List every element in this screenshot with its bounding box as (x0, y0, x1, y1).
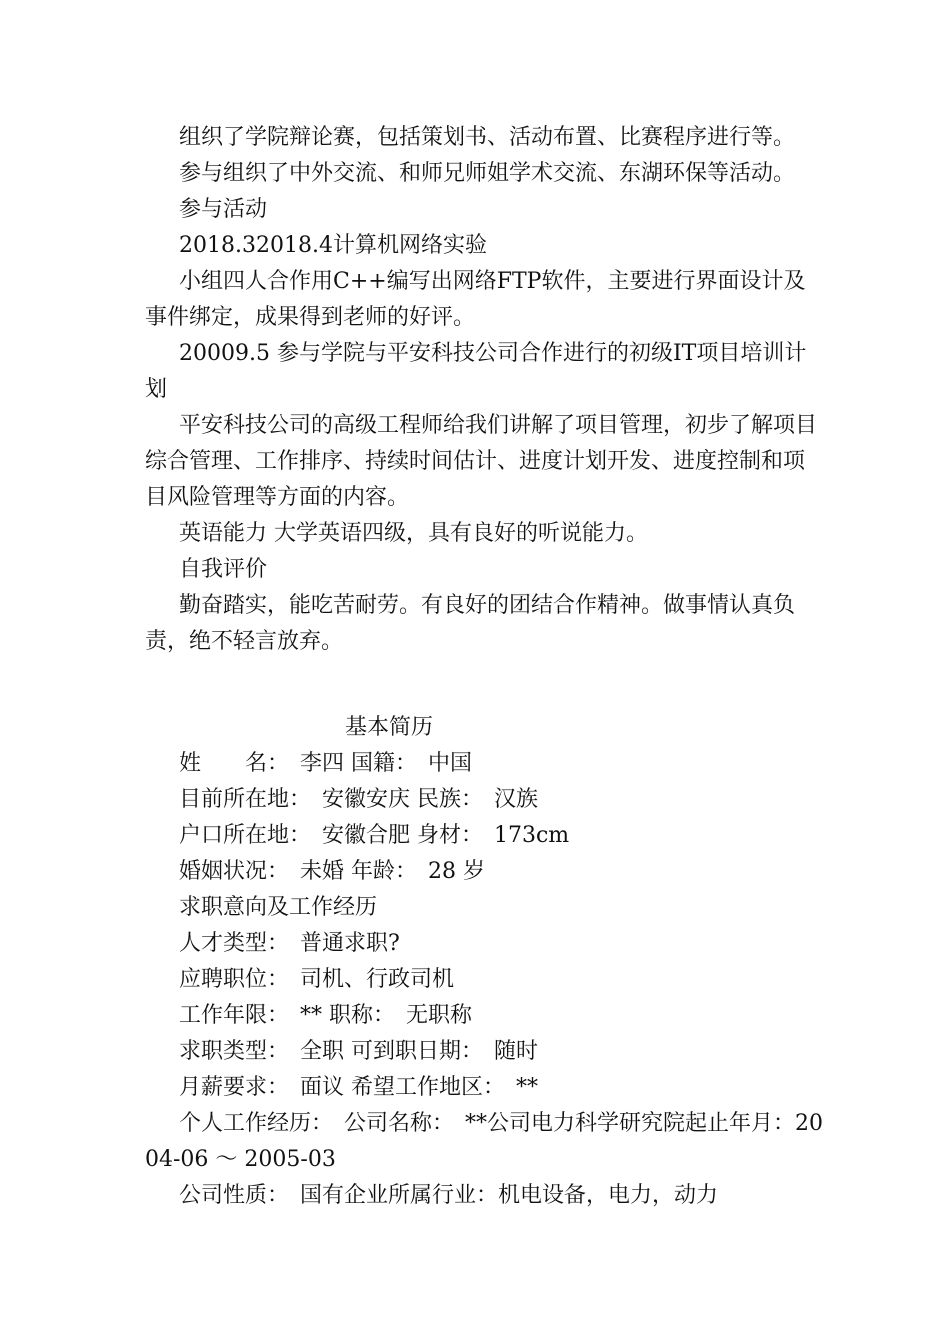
resume-talent-type: 人才类型： 普通求职? (179, 931, 400, 956)
resume-job-type: 求职类型： 全职 可到职日期： 随时 (179, 1039, 538, 1064)
resume-title: 基本简历 (345, 715, 434, 740)
paragraph-exchange: 参与组织了中外交流、和师兄师姐学术交流、东湖环保等活动。 (179, 161, 796, 186)
resume-heading-job-intent: 求职意向及工作经历 (179, 895, 378, 920)
paragraph-self-evaluation: 勤奋踏实，能吃苦耐劳。有良好的团结合作精神。做事情认真负责，绝不轻言放弃。 (145, 593, 796, 654)
resume-hukou-height: 户口所在地： 安徽合肥 身材： 173cm (179, 823, 570, 848)
paragraph-debate: 组织了学院辩论赛，包括策划书、活动布置、比赛程序进行等。 (179, 125, 796, 150)
resume-name-nationality: 姓 名： 李四 国籍： 中国 (179, 751, 472, 776)
paragraph-project-management: 平安科技公司的高级工程师给我们讲解了项目管理，初步了解项目综合管理、工作排序、持续时间估计、进度计划开发、进度控制和项目风险管理等方面的内容。 (145, 413, 818, 510)
resume-work-history: 个人工作经历： 公司名称： **公司电力科学研究院起止年月：2004-06 ～ 2005-03 (145, 1111, 823, 1172)
paragraph-english-ability: 英语能力 大学英语四级，具有良好的听说能力。 (179, 521, 648, 546)
section-gap (145, 660, 825, 710)
document-body (145, 120, 825, 1214)
heading-activities: 参与活动 (179, 197, 268, 222)
resume-marital-age: 婚姻状况： 未婚 年龄： 28 岁 (179, 859, 485, 884)
resume-salary-region: 月薪要求： 面议 希望工作地区： ** (179, 1075, 538, 1100)
heading-self-evaluation: 自我评价 (179, 557, 268, 582)
resume-location-ethnicity: 目前所在地： 安徽安庆 民族： 汉族 (179, 787, 538, 812)
resume-position: 应聘职位： 司机、行政司机 (179, 967, 455, 992)
paragraph-it-training: 20009.5 参与学院与平安科技公司合作进行的初级IT项目培训计划 (145, 341, 807, 402)
paragraph-network-experiment: 2018.32018.4计算机网络实验 (179, 233, 487, 258)
resume-company-nature: 公司性质： 国有企业所属行业：机电设备，电力，动力 (179, 1183, 719, 1208)
resume-years-title: 工作年限： ** 职称： 无职称 (179, 1003, 472, 1028)
paragraph-ftp-project: 小组四人合作用C++编写出网络FTP软件，主要进行界面设计及事件绑定，成果得到老师的好评。 (145, 269, 806, 330)
